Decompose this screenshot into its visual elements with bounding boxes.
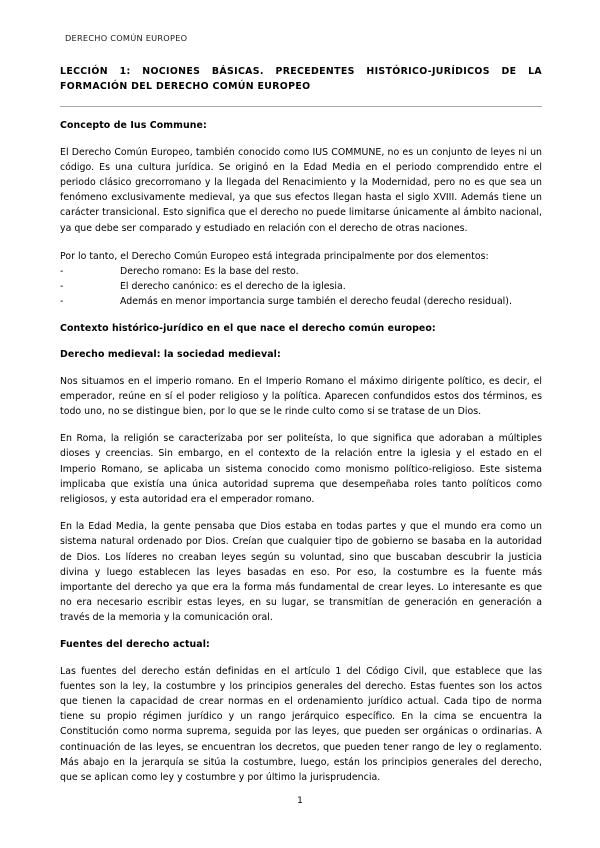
list-item xyxy=(60,264,542,279)
paragraph-medieval-3: En la Edad Media, la gente pensaba que Dios estaba en todas partes y que el mundo era como un sistema natural ordenado por Dios. Creían que cualquier tipo de gobierno se basaba en la autoridad de Dios. Los líderes no creaban leyes según su voluntad, sino que buscaban descubrir la justicia divina y luego establecen las leyes basadas en eso. Por eso, la costumbre es la fuente más importante del derecho ya que era la forma más fundamental de crear leyes. Lo interesante es que no era necesario escribir estas leyes, en su lugar, se transmitían de generación en generación a través de la memoria y la comunicación oral. xyxy=(60,521,542,624)
paragraph-concepto-1: El Derecho Común Europeo, también conocido como IUS COMMUNE, no es un conjunto de leyes ni un código. Es una cultura jurídica. Se originó en la Edad Media en el periodo comprendido entre el periodo clásico grecorromano y la llegada del Renacimiento y la Modernidad, pero no es que sea un fenómeno exclusivamente medieval, ya que sus efectos llegan hasta el siglo XVIII. Además tiene un carácter transicional. Esto significa que el derecho no puede limitarse únicamente al ámbito nacional, ya que debe ser comparado y estudiado en relación con el derecho de otras naciones. xyxy=(60,146,542,234)
document-content xyxy=(60,64,542,785)
title-divider xyxy=(60,106,542,107)
heading-contexto-historico-juridico: Contexto histórico-jurídico en el que nace el derecho común europeo: xyxy=(60,322,436,334)
list-item-marker: - xyxy=(60,266,64,278)
paragraph-elementos-lead-in: Por lo tanto, el Derecho Común Europeo está integrada principalmente por dos elementos: xyxy=(60,250,489,262)
list-item xyxy=(60,294,542,309)
paragraph-fuentes-1: Las fuentes del derecho están definidas en el artículo 1 del Código Civil, que establece que las fuentes son la ley, la costumbre y los principios generales del derecho. Estas fuentes son los actos que tienen la capacidad de crear normas en el ordenamiento jurídico actual. Cada tipo de norma tiene su propio régimen jurídico y un rango jerárquico específico. En la cima se encuentra la Constitución como norma suprema, seguida por las leyes, que pueden ser orgánicas o ordinarias. A continuación de las leyes, se encuentran los decretos, que pueden tener rango de ley o reglamento. Más abajo en la jerarquía se sitúa la costumbre, luego, están los principios generales del derecho, que se aplican como ley y costumbre y por último la jurisprudencia. xyxy=(60,665,542,784)
list-item-marker: - xyxy=(60,281,64,293)
paragraph-medieval-1: Nos situamos en el imperio romano. En el Imperio Romano el máximo dirigente político, es decir, el emperador, reúne en sí el poder religioso y la política. Aparecen confundidos estos dos términos, es todo uno, no se distingue bien, por lo que se le rinde culto como si se tratase de un Dios. xyxy=(60,375,542,418)
elementos-list xyxy=(60,264,542,310)
heading-concepto-ius-commune: Concepto de Ius Commune: xyxy=(60,119,207,131)
page-title: LECCIÓN 1: NOCIONES BÁSICAS. PRECEDENTES HISTÓRICO-JURÍDICOS DE LA FORMACIÓN DEL DERECHO COMÚN EUROPEO xyxy=(60,66,542,93)
heading-fuentes-del-derecho-actual: Fuentes del derecho actual: xyxy=(60,638,210,650)
list-item-label: El derecho canónico: es el derecho de la iglesia. xyxy=(120,281,346,293)
heading-derecho-medieval: Derecho medieval: la sociedad medieval: xyxy=(60,348,281,360)
page-number: 1 xyxy=(297,796,303,806)
running-header: DERECHO COMÚN EUROPEO xyxy=(65,33,188,43)
list-item-label: Además en menor importancia surge también el derecho feudal (derecho residual). xyxy=(120,296,512,308)
paragraph-medieval-2: En Roma, la religión se caracterizaba por ser politeísta, lo que significa que adoraban a múltiples dioses y creencias. Sin embargo, en el contexto de la relación entre la iglesia y el estado en el Imperio Romano, se aplicaba un sistema conocido como monismo político-religioso. Este sistema implicaba que existía una única autoridad suprema que desempeñaba roles tanto políticos como religiosos, y esta autoridad era el emperador romano. xyxy=(60,433,542,506)
list-item xyxy=(60,279,542,294)
list-item-marker: - xyxy=(60,296,64,308)
list-item-label: Derecho romano: Es la base del resto. xyxy=(120,266,299,278)
